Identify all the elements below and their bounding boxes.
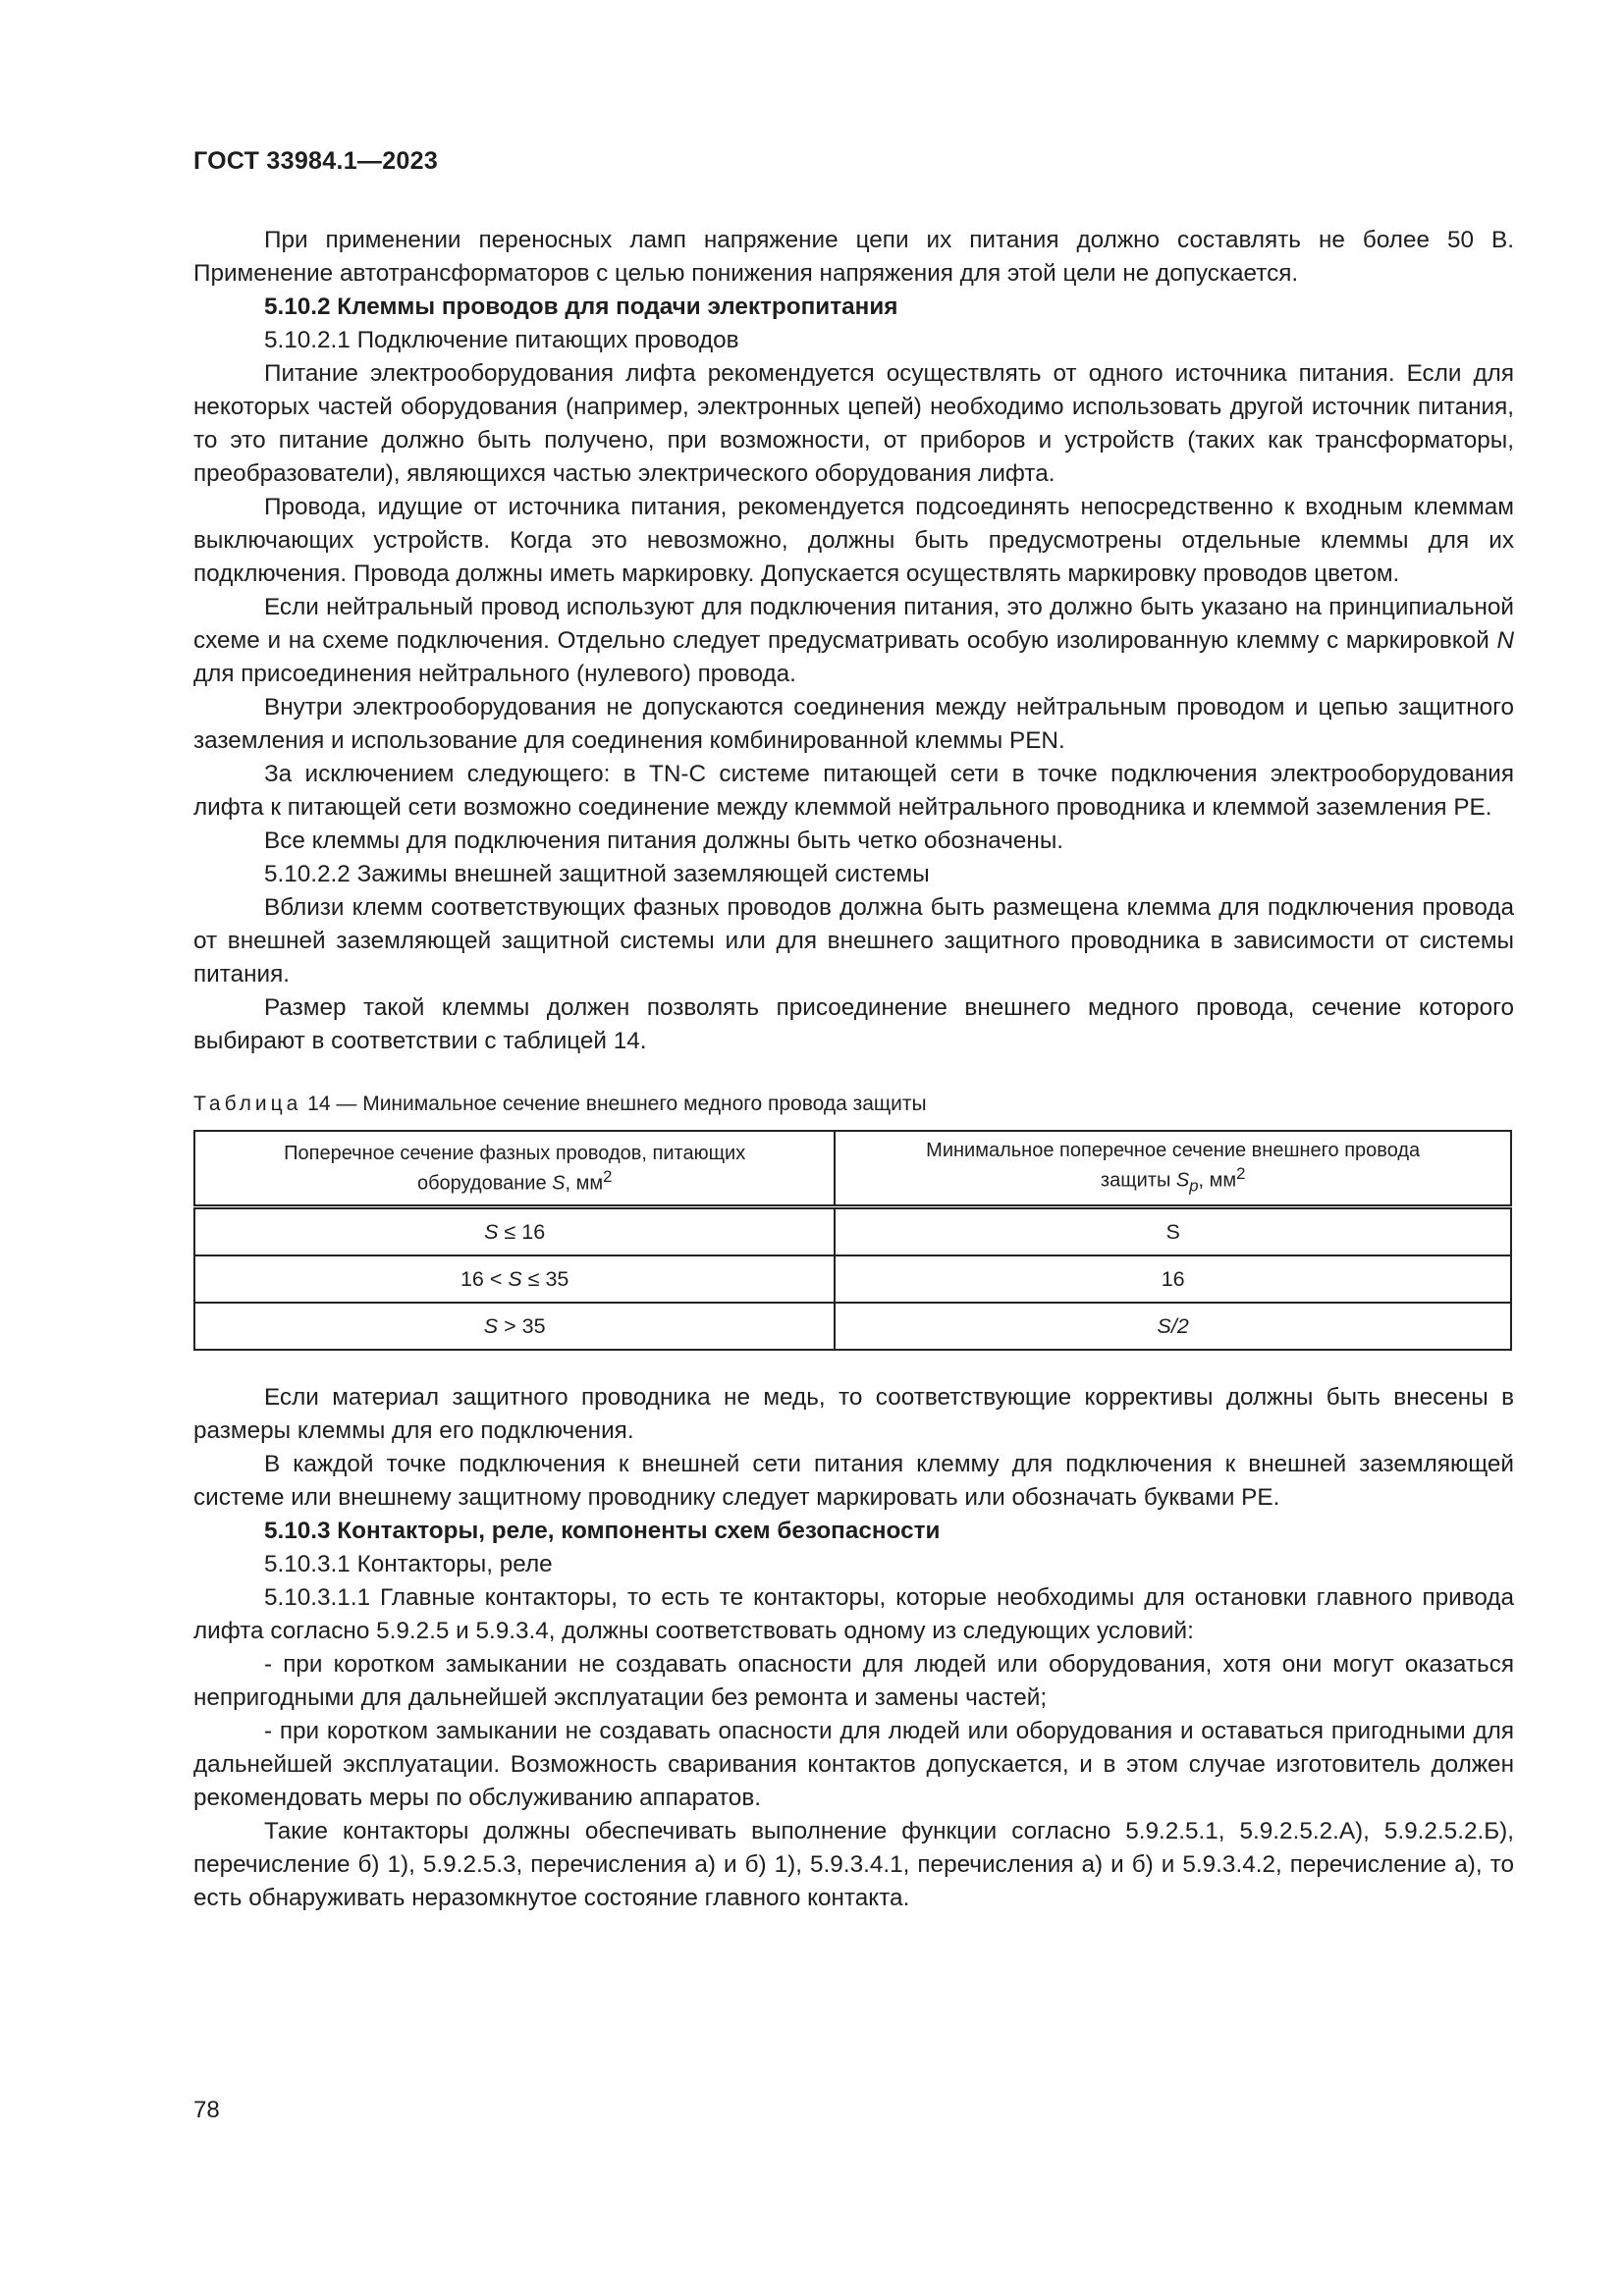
list-item-short-circuit-2: - при коротком замыкании не создавать опасности для людей или оборудования и оставаться пригодными для дальнейшей эксплуатации. Возможность сваривания контактов допускается, и в этом случае изготовитель должен рекомендовать меры по обслуживанию аппаратов. [193,1718,1514,1811]
list-item-short-circuit-1: - при коротком замыкании не создавать опасности для людей или оборудования, хотя они могут оказаться непригодными для дальнейшей эксплуатации без ремонта и замены частей; [193,1651,1514,1711]
paragraph-contactor-functions: Такие контакторы должны обеспечивать выполнение функции согласно 5.9.2.5.1, 5.9.2.5.2.А), 5.9.2.5.2.Б), перечисление б) 1), 5.9.2.5.3, перечисления а) и б) 1), 5.9.3.4.1, перечисления а) и б) и 5.9.3.4.2, перечисление а), то есть обнаруживать неразомкнутое состояние главного контакта. [193,1818,1514,1911]
neutral-symbol: N [1496,627,1514,654]
section-heading-5-10-3: 5.10.3 Контакторы, реле, компоненты схем безопасности [264,1518,941,1544]
document-header-title: ГОСТ 33984.1—2023 [193,147,439,175]
subsection-heading-5-10-3-1: 5.10.3.1 Контакторы, реле [264,1551,553,1577]
table-row [194,1303,1511,1350]
paragraph-terminal-marking: Все клеммы для подключения питания должны быть четко обозначены. [264,828,1064,854]
document-body [193,224,1514,1915]
neutral-text-part-2: для присоединения нейтрального (нулевого) провода. [193,661,796,687]
section-heading-5-10-2: 5.10.2 Клеммы проводов для подачи электропитания [264,294,898,320]
table-caption [193,1091,1514,1118]
neutral-text-part-1: Если нейтральный провод используют для подключения питания, это должно быть указано на принципиальной схеме и на схеме подключения. Отдельно следует предусматривать особую изолированную клемму с маркировкой [193,594,1514,654]
paragraph-terminal-size: Размер такой клеммы должен позволять присоединение внешнего медного провода, сечение которого выбирают в соответствии с таблицей 14. [193,994,1514,1054]
paragraph-tn-c-exception: За исключением следующего: в TN-C системе питающей сети в точке подключения электрооборудования лифта к питающей сети возможно соединение между клеммой нейтрального проводника и клеммой заземления PE. [193,761,1514,821]
table-cell-phase: S ≤ 16 [194,1207,835,1256]
table-cell-phase: 16 < S ≤ 35 [194,1255,835,1303]
table-header-phase-section: Поперечное сечение фазных проводов, питающих оборудование S, $мм^2$ [194,1131,835,1207]
table-cell-protective: S/2 [835,1303,1511,1350]
paragraph-main-contactors: 5.10.3.1.1 Главные контакторы, то есть те контакторы, которые необходимы для остановки главного привода лифта согласно 5.9.2.5 и 5.9.3.4, должны соответствовать одному из следующих условий: [193,1584,1514,1644]
table-row [194,1255,1511,1303]
table-cell-phase: S > 35 [194,1303,835,1350]
table-caption-text: 14 — Минимальное сечение внешнего медного провода защиты [301,1093,927,1115]
table-cell-protective: 16 [835,1255,1511,1303]
subsection-heading-5-10-2-1: 5.10.2.1 Подключение питающих проводов [264,327,739,353]
paragraph-earthing-terminal: Вблизи клемм соответствующих фазных проводов должна быть размещена клемма для подключения провода от внешней заземляющей защитной системы или для внешнего защитного проводника в зависимости от системы питания. [193,894,1514,988]
page-number: 78 [193,2097,220,2123]
table-header-protective-section: Минимальное поперечное сечение внешнего провода защиты $S_p$, $мм^2$ [835,1131,1511,1207]
table-row [194,1207,1511,1256]
subsection-heading-5-10-2-2: 5.10.2.2 Зажимы внешней защитной заземляющей системы [264,861,930,887]
paragraph-portable-lamps: При применении переносных ламп напряжение цепи их питания должно составлять не более 50 В. Применение автотрансформаторов с целью понижения напряжения для этой цели не допускается. [193,227,1514,287]
paragraph-neutral-wire [193,591,1514,691]
conductor-section-table [193,1130,1512,1351]
paragraph-non-copper: Если материал защитного проводника не медь, то соответствующие коррективы должны быть внесены в размеры клеммы для его подключения. [193,1384,1514,1444]
paragraph-pe-marking: В каждой точке подключения к внешней сети питания клемму для подключения к внешней заземляющей системе или внешнему защитному проводнику следует маркировать или обозначать буквами PE. [193,1451,1514,1511]
paragraph-power-supply: Питание электрооборудования лифта рекомендуется осуществлять от одного источника питания. Если для некоторых частей оборудования (например, электронных цепей) необходимо использовать другой источник питания, то это питание должно быть получено, при возможности, от приборов и устройств (таких как трансформаторы, преобразователи), являющихся частью электрического оборудования лифта. [193,360,1514,487]
table-cell-protective: S [835,1207,1511,1256]
paragraph-pen-terminal: Внутри электрооборудования не допускаются соединения между нейтральным проводом и цепью защитного заземления и использование для соединения комбинированной клеммы PEN. [193,694,1514,754]
table-caption-word: Таблица [193,1093,302,1115]
paragraph-supply-wires: Провода, идущие от источника питания, рекомендуется подсоединять непосредственно к входным клеммам выключающих устройств. Когда это невозможно, должны быть предусмотрены отдельные клеммы для их подключения. Провода должны иметь маркировку. Допускается осуществлять маркировку проводов цветом. [193,494,1514,587]
